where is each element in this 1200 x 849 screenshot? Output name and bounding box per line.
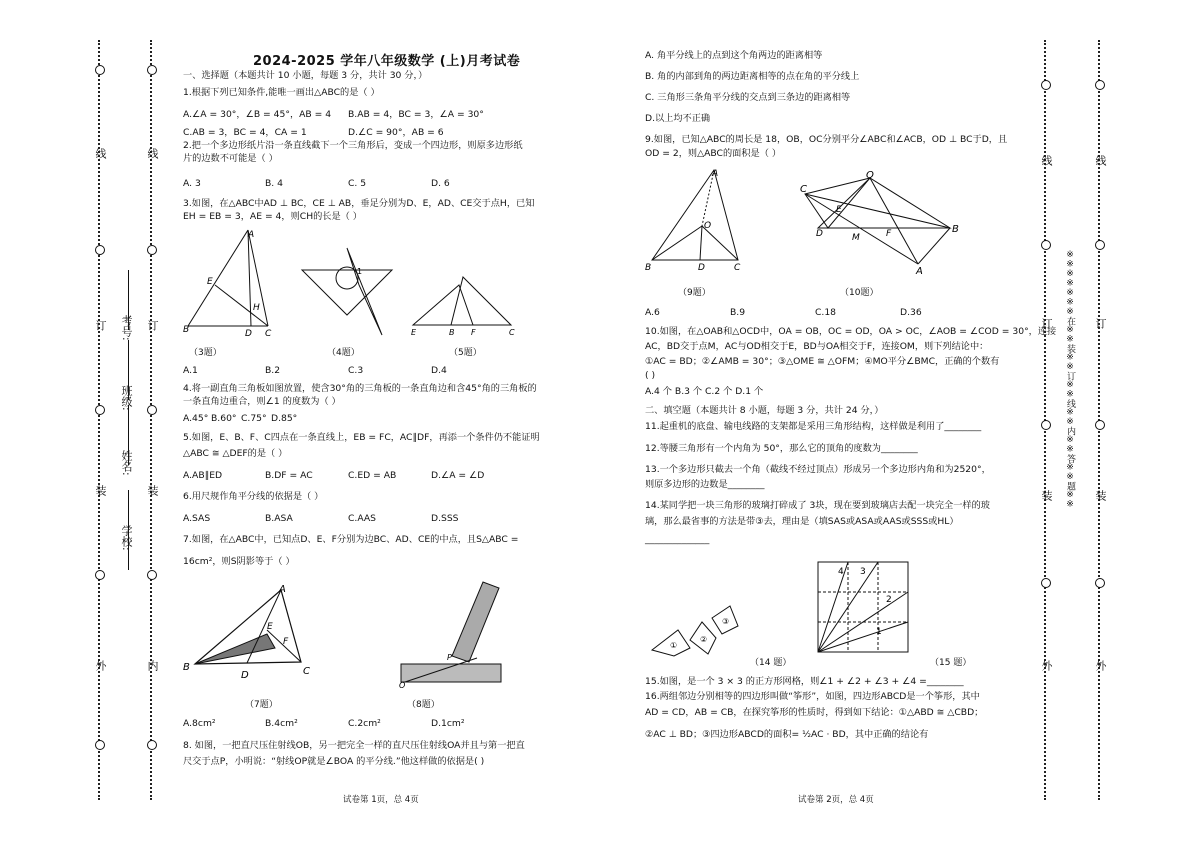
question-3-line2: EH = EB = 3，AE = 4，则CH的长是（ ）: [183, 211, 362, 222]
question-1: 1.根据下列已知条件,能唯一画出△ABC的是（ ）: [183, 87, 380, 98]
question-8-option-d[interactable]: D.以上均不正确: [645, 113, 711, 124]
question-8-line2: 尺交于点P，小明说：“射线OP就是∠BOA 的平分线.”他这样做的依据是( ): [183, 756, 485, 767]
option-b[interactable]: B.DF = AC: [265, 470, 313, 481]
question-4-line2: 一条直角边重合，则∠1 的度数为（ ）: [183, 396, 341, 407]
svg-text:A: A: [916, 266, 923, 277]
binding-circle: [95, 570, 105, 580]
question-2-line1: 2.把一个多边形纸片沿一条直线截下一个三角形后，变成一个四边形，则原多边形纸: [183, 140, 523, 151]
svg-text:A: A: [712, 169, 719, 179]
question-6-options: [183, 513, 583, 525]
svg-text:F: F: [886, 229, 892, 239]
option-b[interactable]: B.2: [265, 365, 281, 376]
question-5-line2: △ABC ≅ △DEF的是（ ）: [183, 448, 288, 459]
option-b[interactable]: B.4cm²: [265, 718, 298, 729]
figure-15-caption: （15 题）: [930, 658, 972, 668]
figure-4-caption: （4题）: [327, 348, 360, 358]
question-9-line2: OD = 2，则△ABC的面积是（ ）: [645, 148, 782, 159]
binding-label: 线: [1040, 155, 1053, 166]
name-field-input[interactable]: [128, 405, 130, 465]
exam-page-1: [175, 0, 605, 849]
svg-text:3: 3: [860, 567, 866, 577]
school-field-label: 学校:: [120, 525, 133, 551]
question-4-options: [183, 413, 583, 425]
question-5-options: [183, 470, 583, 482]
question-8-option-c[interactable]: C. 三角形三条角平分线的交点到三条边的距离相等: [645, 92, 851, 103]
question-2-options: [183, 178, 583, 190]
svg-text:C: C: [303, 666, 310, 677]
question-16-line3: ②AC ⊥ BD；③四边形ABCD的面积= ½AC · BD，其中正确的结论有: [645, 729, 929, 740]
figure-14-glass-pieces: [650, 600, 745, 660]
binding-circle: [1041, 578, 1051, 588]
svg-text:O: O: [704, 221, 712, 231]
right-binding-strip: [1030, 0, 1120, 849]
binding-label: 装: [1094, 490, 1107, 501]
binding-circle: [147, 740, 157, 750]
option-c[interactable]: C.2cm²: [348, 718, 381, 729]
question-14-blank[interactable]: ______________: [645, 534, 710, 545]
option-d[interactable]: D.36: [900, 307, 922, 318]
svg-text:4: 4: [838, 567, 844, 577]
binding-label: 装: [1040, 490, 1053, 501]
question-9-line1: 9.如图，已知△ABC的周长是 18，OB，OC分别平分∠ABC和∠ACB，OD ⊥ BC于D，且: [645, 134, 1008, 145]
question-15: 15.如图，是一个 3 × 3 的正方形网格，则∠1 + ∠2 + ∠3 + ∠4 =________: [645, 676, 964, 687]
figure-7-caption: （7题）: [245, 700, 278, 710]
binding-label: 订: [1094, 318, 1107, 329]
svg-text:C: C: [800, 184, 807, 195]
svg-text:A: A: [248, 230, 255, 240]
binding-circle: [1041, 240, 1051, 250]
figure-8-rulers: [397, 578, 507, 688]
option-c[interactable]: C.AAS: [348, 513, 376, 524]
binding-circle: [1095, 80, 1105, 90]
binding-label: 外: [1040, 660, 1053, 671]
binding-circle: [95, 740, 105, 750]
question-14-line1: 14.某同学把一块三角形的玻璃打碎成了 3块，现在要到玻璃店去配一块完全一样的玻: [645, 500, 990, 511]
svg-text:D: D: [816, 229, 823, 239]
svg-text:D: D: [241, 670, 249, 681]
exam-number-field-label: 考号:: [120, 315, 133, 341]
school-field-input[interactable]: [128, 490, 130, 570]
binding-circle: [1095, 578, 1105, 588]
svg-text:C: C: [509, 328, 515, 337]
svg-text:B: B: [952, 224, 959, 235]
page-2-footer: 试卷第 2页，总 4页: [798, 795, 874, 805]
svg-text:①: ①: [670, 641, 678, 650]
exam-page-2: [640, 0, 1057, 849]
svg-text:1: 1: [876, 627, 882, 637]
svg-text:B: B: [449, 328, 455, 337]
option-c[interactable]: C. 5: [348, 178, 367, 189]
option-a[interactable]: A.45°: [183, 413, 209, 424]
binding-circle: [1041, 420, 1051, 430]
figure-4-set-squares: [297, 240, 397, 340]
svg-text:C: C: [734, 263, 741, 273]
question-3-line1: 3.如图，在△ABC中AD ⊥ BC，CE ⊥ AB，垂足分别为D、E，AD、CE交于点H，已知: [183, 198, 535, 209]
svg-text:③: ③: [722, 617, 730, 626]
section-heading: 二、填空题（本题共计 8 小题，每题 3 分，共计 24 分，）: [645, 405, 884, 416]
question-8-option-b[interactable]: B. 角的内部到角的两边距离相等的点在角的平分线上: [645, 71, 860, 82]
figure-10-triangles: [800, 170, 970, 280]
figure-9-caption: （9题）: [678, 288, 711, 298]
exam-number-field-input[interactable]: [128, 270, 130, 330]
name-field-label: 姓名:: [120, 450, 133, 476]
svg-text:B: B: [183, 662, 190, 673]
svg-text:E: E: [267, 622, 273, 632]
section-heading: 一、选择题（本题共计 10 小题，每题 3 分，共计 30 分，）: [183, 70, 428, 81]
binding-circle: [1041, 80, 1051, 90]
option-d[interactable]: D.85°: [271, 413, 298, 424]
figure-3-caption: （3题）: [189, 348, 222, 358]
question-7-options: [183, 718, 583, 730]
binding-label: 线: [94, 148, 107, 159]
option-b[interactable]: B.ASA: [265, 513, 293, 524]
option-c[interactable]: C.75°: [241, 413, 267, 424]
svg-text:②: ②: [700, 635, 708, 644]
binding-circle: [1095, 240, 1105, 250]
question-7-line2: 16cm²，则S阴影等于（ ）: [183, 556, 295, 567]
binding-circle: [95, 405, 105, 415]
svg-text:D: D: [698, 263, 705, 273]
question-3-options: [183, 365, 583, 377]
svg-text:P: P: [447, 653, 452, 662]
svg-text:D: D: [245, 329, 252, 339]
binding-label: 外: [94, 660, 107, 671]
question-5-line1: 5.如图，E、B、F、C四点在一条直线上，EB = FC，AC∥DF，再添一个条件仍不能证明: [183, 432, 540, 443]
question-10-line3: ①AC = BD；②∠AMB = 30°；③△OME ≅ △OFM；④MO平分∠BMC，正确的个数有: [645, 356, 1000, 367]
figure-5-caption: （5题）: [449, 348, 482, 358]
page-title: 2024-2025 学年八年级数学 (上)月考试卷: [253, 54, 521, 69]
figure-9-triangle: [642, 166, 754, 276]
figure-8-caption: （8题）: [407, 700, 440, 710]
option-b[interactable]: B.AB = 4，BC = 3，∠A = 30°: [348, 109, 484, 120]
option-c[interactable]: C.AB = 3，BC = 4，CA = 1: [183, 127, 307, 138]
binding-circle: [147, 405, 157, 415]
binding-label: 线: [146, 148, 159, 159]
question-10-line2: AC，BD交于点M，AC与OD相交于E，BD与OA相交于F，连接OM，则下列结论中：: [645, 341, 989, 352]
svg-text:A: A: [279, 584, 286, 595]
option-c[interactable]: C.3: [348, 365, 364, 376]
binding-label: 内: [146, 660, 159, 671]
question-8-option-a[interactable]: A. 角平分线上的点到这个角两边的距离相等: [645, 50, 823, 61]
svg-text:O: O: [399, 681, 406, 688]
svg-text:C: C: [265, 329, 272, 339]
question-4-line1: 4.将一副直角三角板如图放置，使含30°角的三角板的一条直角边和含45°角的三角板的: [183, 383, 537, 394]
svg-text:F: F: [283, 637, 289, 647]
option-a[interactable]: A.AB∥ED: [183, 470, 223, 481]
svg-text:E: E: [836, 205, 842, 215]
question-13-line2: 则原多边形的边数是________: [645, 479, 765, 490]
option-d[interactable]: D. 6: [431, 178, 450, 189]
svg-text:B: B: [183, 325, 190, 335]
binding-label: 线: [1094, 155, 1107, 166]
option-d[interactable]: D.1cm²: [431, 718, 465, 729]
no-answer-notice: ※※※※※※※在※※装※※订※※线※※内※※答※※题※※: [1065, 250, 1075, 509]
svg-text:B: B: [645, 263, 652, 273]
option-c[interactable]: C.18: [815, 307, 837, 318]
binding-circle: [95, 65, 105, 75]
binding-label: 装: [146, 485, 159, 496]
binding-label: 订: [94, 320, 107, 331]
option-a[interactable]: A. 3: [183, 178, 201, 189]
left-binding-strip: [80, 0, 170, 849]
question-10-options[interactable]: A.4 个 B.3 个 C.2 个 D.1 个: [645, 386, 764, 397]
binding-label: 订: [146, 320, 159, 331]
binding-circle: [147, 245, 157, 255]
svg-text:H: H: [253, 303, 260, 313]
binding-circle: [1095, 420, 1105, 430]
question-7-line1: 7.如图，在△ABC中，已知点D、E、F分别为边BC、AD、CE的中点，且S△ABC =: [183, 534, 519, 545]
svg-text:O: O: [866, 170, 874, 181]
option-d[interactable]: D.∠C = 90°，AB = 6: [348, 127, 444, 138]
figure-7-triangle: [181, 582, 316, 682]
class-field-input[interactable]: [128, 340, 130, 400]
option-d[interactable]: D.SSS: [431, 513, 459, 524]
binding-circle: [95, 245, 105, 255]
option-b[interactable]: B.60°: [211, 413, 237, 424]
figure-5-triangles: [411, 275, 521, 337]
option-a[interactable]: A.1: [183, 365, 198, 376]
svg-text:E: E: [411, 328, 417, 337]
question-16-line2: AD = CD，AB = CB，在探究筝形的性质时，得到如下结论：①△ABD ≅ △CBD；: [645, 707, 984, 718]
question-10-line4: ( ): [645, 370, 656, 381]
option-d[interactable]: D.4: [431, 365, 447, 376]
option-a[interactable]: A.SAS: [183, 513, 211, 524]
binding-circle: [147, 570, 157, 580]
figure-3-triangle: [183, 228, 278, 340]
question-16-line1: 16.两组邻边分别相等的四边形叫做“筝形”，如图，四边形ABCD是一个筝形，其中: [645, 691, 980, 702]
figure-10-caption: （10题）: [840, 288, 879, 298]
option-a[interactable]: A.6: [645, 307, 660, 318]
question-12: 12.等腰三角形有一个内角为 50°，那么它的顶角的度数为________: [645, 443, 918, 454]
figure-14-caption: （14 题）: [750, 658, 792, 668]
page-1-footer: 试卷第 1页，总 4页: [343, 795, 419, 805]
svg-text:E: E: [207, 277, 213, 287]
question-11: 11.起重机的底盘、输电线路的支架都是采用三角形结构，这样做是利用了________: [645, 421, 982, 432]
binding-circle: [147, 65, 157, 75]
question-13-line1: 13.一个多边形只截去一个角（截线不经过顶点）形成另一个多边形内角和为2520°，: [645, 464, 991, 475]
question-8-line1: 8. 如图，一把直尺压住射线OB，另一把完全一样的直尺压住射线OA并且与第一把直: [183, 740, 525, 751]
option-a[interactable]: A.∠A = 30°，∠B = 45°，AB = 4: [183, 109, 332, 120]
class-field-label: 班级:: [120, 385, 133, 411]
question-10-line1: 10.如图，在△OAB和△OCD中，OA = OB，OC = OD，OA > OC，∠AOB = ∠COD = 30°，连接: [645, 326, 1057, 337]
option-b[interactable]: B. 4: [265, 178, 283, 189]
question-2-line2: 片的边数不可能是（ ）: [183, 153, 278, 164]
binding-label: 外: [1094, 660, 1107, 671]
question-9-options: [645, 307, 1025, 319]
option-b[interactable]: B.9: [730, 307, 746, 318]
option-d[interactable]: D.∠A = ∠D: [431, 470, 485, 481]
binding-label: 装: [94, 485, 107, 496]
option-a[interactable]: A.8cm²: [183, 718, 216, 729]
option-c[interactable]: C.ED = AB: [348, 470, 397, 481]
question-1-options: [183, 106, 583, 136]
question-14-line2: 璃，那么最省事的方法是带③去，理由是（填SAS或ASA或AAS或SSS或HL）: [645, 516, 959, 527]
svg-text:F: F: [471, 328, 476, 337]
binding-label: 订: [1040, 318, 1053, 329]
question-6: 6.用尺规作角平分线的依据是（ ）: [183, 491, 324, 502]
figure-15-grid: [816, 560, 912, 656]
svg-text:2: 2: [886, 595, 892, 605]
svg-text:1: 1: [357, 267, 363, 276]
svg-text:M: M: [852, 233, 860, 243]
